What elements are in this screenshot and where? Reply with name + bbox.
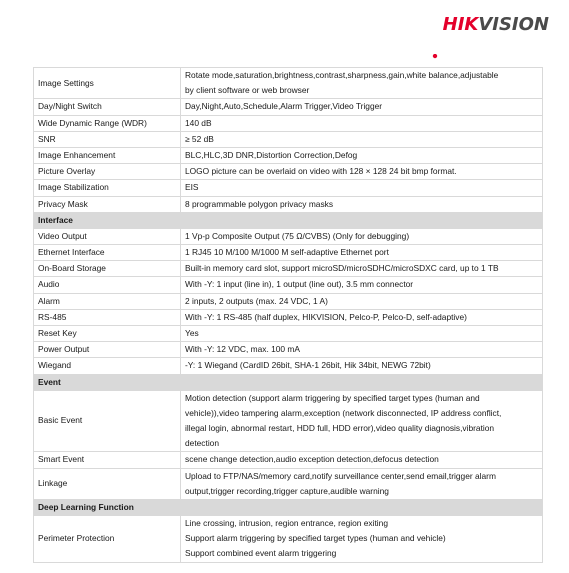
spec-value-line: Support alarm triggering by specified target types (human and vehicle) xyxy=(185,533,446,544)
spec-value-line: With -Y: 1 input (line in), 1 output (line out), 3.5 mm connector xyxy=(185,279,414,290)
spec-value-line: With -Y: 1 RS-485 (half duplex, HIKVISION, Pelco-P, Pelco-D, self-adaptive) xyxy=(185,311,467,322)
spec-value-line: BLC,HLC,3D DNR,Distortion Correction,Defog xyxy=(185,150,358,161)
spec-value-line: Line crossing, intrusion, region entrance, region exiting xyxy=(185,518,388,529)
spec-label: Alarm xyxy=(34,293,181,309)
spec-row xyxy=(34,131,543,147)
spec-value xyxy=(181,516,543,563)
spec-value-line: Built-in memory card slot, support microSD/microSDHC/microSDXC card, up to 1 TB xyxy=(185,263,499,274)
spec-value-line: Upload to FTP/NAS/memory card,notify surveillance center,send email,trigger alarm xyxy=(185,470,496,481)
spec-row xyxy=(34,277,543,293)
section-header xyxy=(34,500,543,516)
spec-label: Image Settings xyxy=(34,68,181,99)
spec-value-line: by client software or web browser xyxy=(185,85,310,96)
spec-row xyxy=(34,180,543,196)
spec-value xyxy=(181,148,543,164)
spec-value xyxy=(181,358,543,374)
spec-value-line: 1 Vp-p Composite Output (75 Ω/CVBS) (Only for debugging) xyxy=(185,230,410,241)
spec-value xyxy=(181,277,543,293)
spec-value xyxy=(181,228,543,244)
section-header xyxy=(34,212,543,228)
spec-row xyxy=(34,516,543,563)
spec-value xyxy=(181,68,543,99)
spec-value-line: ≥ 52 dB xyxy=(185,133,214,144)
spec-value xyxy=(181,99,543,115)
spec-value-line: output,trigger recording,trigger capture,audible warning xyxy=(185,485,389,496)
spec-value-line: 2 inputs, 2 outputs (max. 24 VDC, 1 A) xyxy=(185,295,328,306)
spec-value xyxy=(181,261,543,277)
spec-value xyxy=(181,293,543,309)
spec-label: Power Output xyxy=(34,342,181,358)
spec-row xyxy=(34,228,543,244)
spec-label: Wiegand xyxy=(34,358,181,374)
spec-value xyxy=(181,180,543,196)
spec-value-line: detection xyxy=(185,438,219,449)
spec-label: Reset Key xyxy=(34,326,181,342)
spec-label: SNR xyxy=(34,131,181,147)
spec-row xyxy=(34,196,543,212)
spec-row xyxy=(34,390,543,452)
spec-value xyxy=(181,245,543,261)
spec-label: Video Output xyxy=(34,228,181,244)
spec-value xyxy=(181,326,543,342)
spec-row xyxy=(34,68,543,99)
spec-row xyxy=(34,99,543,115)
spec-row xyxy=(34,452,543,468)
spec-label: Privacy Mask xyxy=(34,196,181,212)
spec-value-line: 140 dB xyxy=(185,117,212,128)
spec-value xyxy=(181,468,543,499)
spec-label: Linkage xyxy=(34,468,181,499)
spec-label: Smart Event xyxy=(34,452,181,468)
header-divider xyxy=(0,54,569,67)
spec-label: Audio xyxy=(34,277,181,293)
spec-value-line: scene change detection,audio exception detection,defocus detection xyxy=(185,454,439,465)
spec-label: Perimeter Protection xyxy=(34,516,181,563)
spec-label: RS-485 xyxy=(34,309,181,325)
spec-value-line: LOGO picture can be overlaid on video with 128 × 128 24 bit bmp format. xyxy=(185,166,457,177)
spec-row xyxy=(34,326,543,342)
spec-value-line: Day,Night,Auto,Schedule,Alarm Trigger,Video Trigger xyxy=(185,101,383,112)
spec-value-line: 1 RJ45 10 M/100 M/1000 M self-adaptive Ethernet port xyxy=(185,247,389,258)
spec-value-line: EIS xyxy=(185,182,199,193)
section-title: Interface xyxy=(34,212,543,228)
spec-label: Picture Overlay xyxy=(34,164,181,180)
spec-row xyxy=(34,245,543,261)
section-title: Event xyxy=(34,374,543,390)
spec-value-line: vehicle)),video tampering alarm,exception (network disconnected, IP address conflict, xyxy=(185,407,502,418)
spec-table xyxy=(33,67,543,563)
spec-value-line: Motion detection (support alarm triggering by specified target types (human and xyxy=(185,392,480,403)
spec-row xyxy=(34,293,543,309)
spec-value-line: 8 programmable polygon privacy masks xyxy=(185,198,334,209)
spec-label: Ethernet Interface xyxy=(34,245,181,261)
spec-row xyxy=(34,358,543,374)
spec-row xyxy=(34,342,543,358)
spec-label: Image Stabilization xyxy=(34,180,181,196)
spec-value-line: -Y: 1 Wiegand (CardID 26bit, SHA-1 26bit, Hik 34bit, NEWG 72bit) xyxy=(185,360,431,371)
spec-value xyxy=(181,309,543,325)
spec-row xyxy=(34,468,543,499)
spec-row xyxy=(34,309,543,325)
spec-value-line: illegal login, abnormal restart, HDD full, HDD error),video quality diagnosis,vibration xyxy=(185,423,495,434)
spec-value xyxy=(181,131,543,147)
section-header xyxy=(34,374,543,390)
spec-value xyxy=(181,196,543,212)
spec-row xyxy=(34,261,543,277)
spec-value xyxy=(181,115,543,131)
spec-value xyxy=(181,342,543,358)
spec-value-line: Support combined event alarm triggering xyxy=(185,548,337,559)
spec-value xyxy=(181,452,543,468)
spec-value-line: With -Y: 12 VDC, max. 100 mA xyxy=(185,344,300,355)
spec-value-line: Rotate mode,saturation,brightness,contrast,sharpness,gain,white balance,adjustable xyxy=(185,70,499,80)
spec-label: Basic Event xyxy=(34,390,181,452)
spec-value-line: Yes xyxy=(185,328,199,339)
section-title: Deep Learning Function xyxy=(34,500,543,516)
hikvision-logo: HIKVISION xyxy=(442,14,549,35)
spec-label: Wide Dynamic Range (WDR) xyxy=(34,115,181,131)
spec-value xyxy=(181,164,543,180)
spec-label: Image Enhancement xyxy=(34,148,181,164)
spec-row xyxy=(34,148,543,164)
spec-label: Day/Night Switch xyxy=(34,99,181,115)
spec-row xyxy=(34,115,543,131)
spec-row xyxy=(34,164,543,180)
spec-label: On-Board Storage xyxy=(34,261,181,277)
spec-value xyxy=(181,390,543,452)
